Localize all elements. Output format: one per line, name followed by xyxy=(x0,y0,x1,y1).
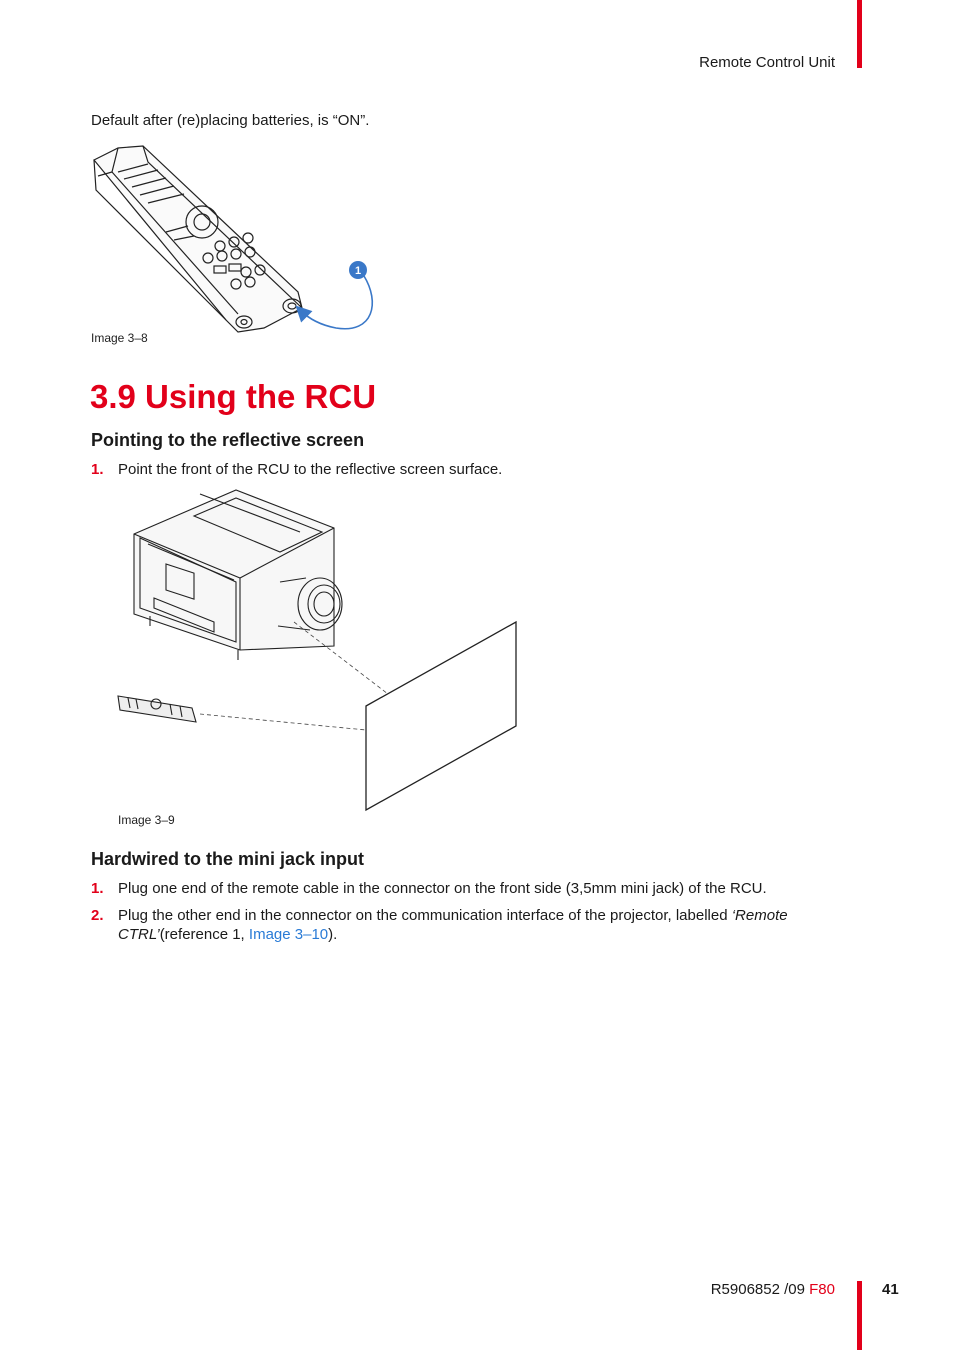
list-item xyxy=(91,906,851,946)
subsection-heading: Pointing to the reflective screen xyxy=(91,430,365,450)
step-text-start: Plug the other end in the connector on the communication interface of the projector, labelled xyxy=(118,907,732,924)
step-number: 1. xyxy=(91,880,104,897)
image-reference-link[interactable]: Image 3–10 xyxy=(248,926,329,943)
running-header: Remote Control Unit xyxy=(699,54,835,71)
callout-number: 1 xyxy=(354,265,362,277)
intro-paragraph: Default after (re)placing batteries, is “ON”. xyxy=(91,112,370,129)
projector-screen-illustration xyxy=(110,486,530,816)
list-item xyxy=(91,879,851,899)
product-model: F80 xyxy=(809,1281,835,1298)
step-text: Point the front of the RCU to the reflective screen surface. xyxy=(118,461,503,478)
figure-caption: Image 3–9 xyxy=(118,813,175,827)
step-text-end: ). xyxy=(328,926,338,943)
remote-control-illustration xyxy=(88,142,388,342)
footer-accent-bar xyxy=(857,1281,862,1350)
header-accent-bar xyxy=(857,0,862,68)
connector-label: ‘Remote CTRL’ xyxy=(118,907,788,943)
footer-doc-info xyxy=(711,1281,835,1298)
figure-caption: Image 3–8 xyxy=(91,331,148,345)
step-text: Plug one end of the remote cable in the connector on the front side (3,5mm mini jack) of the RCU. xyxy=(118,880,767,897)
subsection-heading: Hardwired to the mini jack input xyxy=(91,849,365,869)
step-number: 2. xyxy=(91,907,104,924)
step-text xyxy=(118,906,838,944)
list-item xyxy=(91,460,851,480)
doc-number: R5906852 /09 xyxy=(710,1281,805,1298)
step-number: 1. xyxy=(91,461,104,478)
section-title: 3.9 Using the RCU xyxy=(90,378,377,415)
page-number: 41 xyxy=(882,1281,899,1298)
step-text-reference: (reference 1, xyxy=(159,926,249,943)
